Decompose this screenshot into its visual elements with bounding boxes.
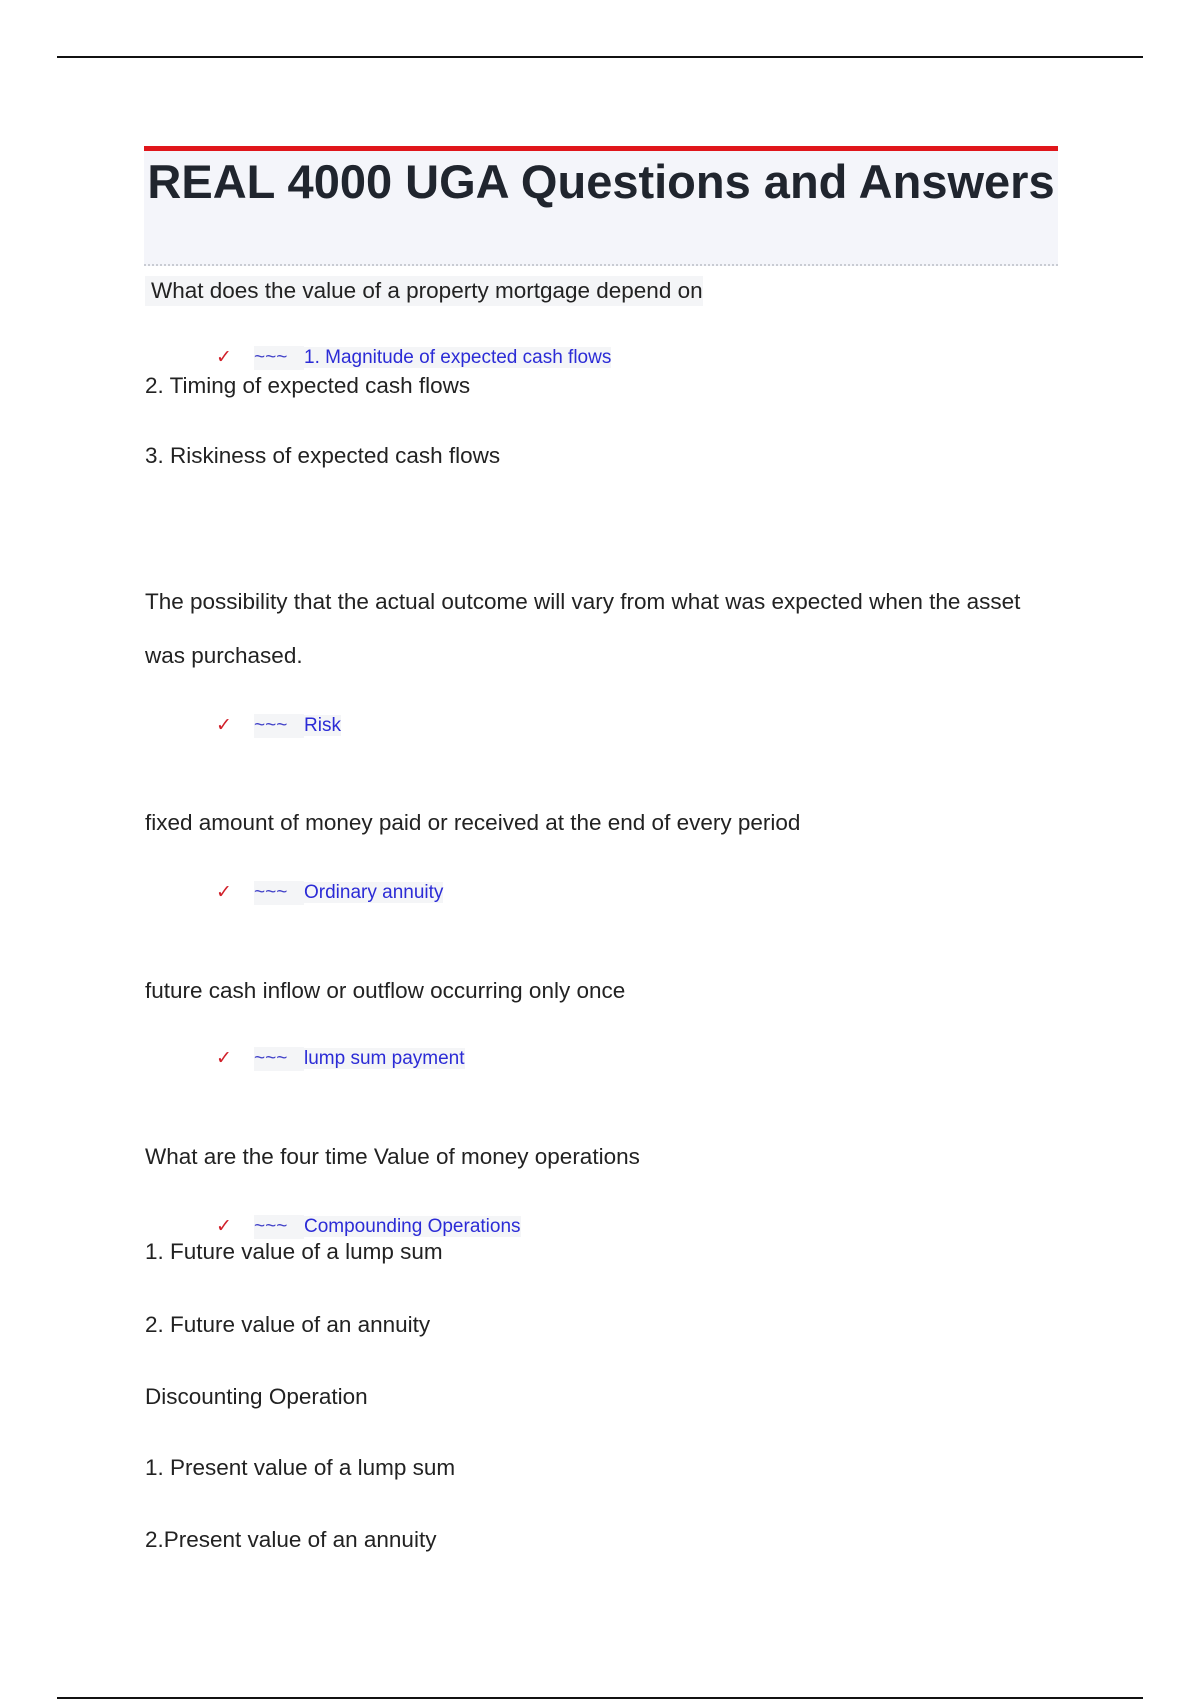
title-box — [144, 146, 1058, 266]
top-rule — [57, 56, 1143, 58]
question-1-line-3: 3. Riskiness of expected cash flows — [145, 443, 501, 468]
question-5: What are the four time Value of money operations — [145, 1144, 640, 1169]
answer-3 — [216, 881, 443, 905]
question-5-line-6: 2.Present value of an annuity — [145, 1527, 437, 1552]
tilde-marker: ~~~ — [254, 714, 304, 738]
answer-1-text: 1. Magnitude of expected cash flows — [304, 347, 612, 368]
question-5-line-2: 1. Future value of a lump sum — [145, 1239, 443, 1264]
question-4: future cash inflow or outflow occurring only once — [145, 978, 626, 1003]
question-5-line-4: Discounting Operation — [145, 1384, 368, 1409]
question-5-line-3: 2. Future value of an annuity — [145, 1312, 431, 1337]
question-5-line-5: 1. Present value of a lump sum — [145, 1455, 456, 1480]
tilde-marker: ~~~ — [254, 346, 304, 370]
tilde-marker: ~~~ — [254, 881, 304, 905]
check-icon: ✓ — [216, 1048, 232, 1069]
check-icon: ✓ — [216, 715, 232, 736]
check-icon: ✓ — [216, 1216, 232, 1237]
answer-3-text: Ordinary annuity — [304, 882, 444, 903]
tilde-marker: ~~~ — [254, 1047, 304, 1071]
tilde-marker: ~~~ — [254, 1215, 304, 1239]
answer-4 — [216, 1047, 465, 1071]
page-title: REAL 4000 UGA Questions and Answers — [147, 155, 1055, 208]
question-1: What does the value of a property mortgage depend on — [145, 276, 703, 306]
answer-1 — [216, 346, 611, 370]
bottom-rule — [57, 1697, 1143, 1699]
answer-2-text: Risk — [304, 715, 341, 736]
question-3: fixed amount of money paid or received at the end of every period — [145, 810, 801, 835]
answer-5 — [216, 1215, 521, 1239]
question-2: The possibility that the actual outcome will vary from what was expected when the asset was purchased. — [145, 589, 1021, 668]
answer-4-text: lump sum payment — [304, 1048, 465, 1069]
answer-2 — [216, 714, 341, 738]
answer-5-text: Compounding Operations — [304, 1216, 521, 1237]
check-icon: ✓ — [216, 347, 232, 368]
question-1-line-2: 2. Timing of expected cash flows — [145, 373, 471, 398]
check-icon: ✓ — [216, 882, 232, 903]
